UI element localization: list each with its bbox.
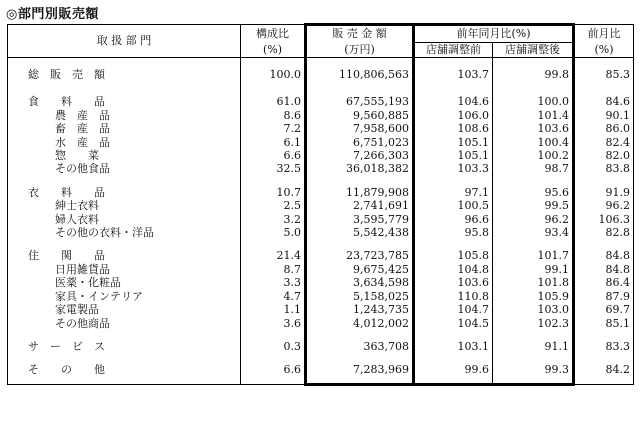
yoy-post-cell: 93.4 <box>493 226 574 239</box>
header-department-label: 取 扱 部 門 <box>96 34 152 47</box>
prev-month-cell: 85.3 <box>574 68 634 81</box>
prev-month-cell: 82.8 <box>574 226 634 239</box>
table-row <box>8 199 634 212</box>
table-body <box>8 58 634 385</box>
sales-cell: 7,283,969 <box>306 363 414 376</box>
ratio-cell: 8.6 <box>283 108 301 122</box>
ratio-cell: 21.4 <box>276 249 301 263</box>
yoy-pre-cell: 105.8 <box>414 249 493 262</box>
ratio-cell: 6.6 <box>283 149 301 163</box>
sales-cell: 7,266,303 <box>306 149 414 162</box>
sales-cell: 1,243,735 <box>306 303 414 316</box>
header-yoy-post: 店舗調整後 <box>493 43 574 58</box>
yoy-post-cell: 91.1 <box>493 340 574 353</box>
header-yoy-pre: 店舗調整前 <box>414 43 493 58</box>
header-sales-unit: (万円) <box>306 43 414 58</box>
yoy-post-cell: 95.6 <box>493 186 574 199</box>
yoy-post-cell: 101.7 <box>493 249 574 262</box>
department-name: その他の衣料・洋品 <box>8 226 241 239</box>
prev-month-cell: 91.9 <box>574 186 634 199</box>
yoy-pre-cell: 99.6 <box>414 363 493 376</box>
yoy-pre-cell: 104.6 <box>414 95 493 108</box>
table-row <box>8 317 634 330</box>
table-row <box>8 290 634 303</box>
sales-cell: 7,958,600 <box>306 122 414 135</box>
prev-month-cell: 86.0 <box>574 122 634 135</box>
yoy-post-cell: 100.4 <box>493 136 574 149</box>
department-name: 食 料 品 <box>8 95 241 108</box>
prev-month-cell: 96.2 <box>574 199 634 212</box>
yoy-pre-cell: 96.6 <box>414 213 493 226</box>
ratio-cell: 10.7 <box>276 185 301 199</box>
yoy-post-cell: 101.4 <box>493 109 574 122</box>
prev-month-cell: 85.1 <box>574 317 634 330</box>
ratio-cell: 7.2 <box>283 122 301 136</box>
header-prev-unit: (%) <box>574 43 634 58</box>
table-row <box>8 276 634 289</box>
ratio-cell: 8.7 <box>283 262 301 276</box>
ratio-cell: 61.0 <box>276 95 301 109</box>
prev-month-cell: 84.8 <box>574 263 634 276</box>
sales-cell: 5,158,025 <box>306 290 414 303</box>
sales-cell: 5,542,438 <box>306 226 414 239</box>
ratio-cell: 5.0 <box>283 226 301 240</box>
ratio-cell: 0.3 <box>283 339 301 353</box>
prev-month-cell: 83.3 <box>574 340 634 353</box>
yoy-post-cell: 100.0 <box>493 95 574 108</box>
table-row <box>8 363 634 376</box>
sales-cell: 9,560,885 <box>306 109 414 122</box>
department-name: 畜 産 品 <box>8 122 241 135</box>
ratio-cell: 3.6 <box>283 316 301 330</box>
yoy-post-cell: 102.3 <box>493 317 574 330</box>
yoy-post-cell: 99.8 <box>493 68 574 81</box>
department-name: そ の 他 <box>8 363 241 376</box>
table-row <box>8 162 634 175</box>
yoy-post-cell: 96.2 <box>493 213 574 226</box>
sales-cell: 23,723,785 <box>306 249 414 262</box>
department-name: 惣 菜 <box>8 149 241 162</box>
sales-cell: 3,595,779 <box>306 213 414 226</box>
prev-month-cell: 90.1 <box>574 109 634 122</box>
spacer-row <box>8 330 634 340</box>
spacer-row <box>8 81 634 95</box>
sales-by-department-table <box>7 23 634 386</box>
spacer-row <box>8 239 634 249</box>
table-row <box>8 213 634 226</box>
ratio-cell: 1.1 <box>283 303 301 317</box>
header-sales: 販 売 金 額 <box>306 25 414 43</box>
table-row <box>8 263 634 276</box>
yoy-pre-cell: 108.6 <box>414 122 493 135</box>
department-name: サ ー ビ ス <box>8 340 241 353</box>
yoy-pre-cell: 103.6 <box>414 276 493 289</box>
yoy-post-cell: 98.7 <box>493 162 574 175</box>
table-row <box>8 109 634 122</box>
ratio-cell: 32.5 <box>276 162 301 176</box>
yoy-post-cell: 103.0 <box>493 303 574 316</box>
sales-cell: 36,018,382 <box>306 162 414 175</box>
yoy-pre-cell: 110.8 <box>414 290 493 303</box>
prev-month-cell: 82.0 <box>574 149 634 162</box>
sales-cell: 4,012,002 <box>306 317 414 330</box>
yoy-post-cell: 99.3 <box>493 363 574 376</box>
yoy-post-cell: 99.1 <box>493 263 574 276</box>
header-department <box>8 25 241 58</box>
prev-month-cell: 87.9 <box>574 290 634 303</box>
header-ratio-unit: (%) <box>241 43 306 58</box>
table-row <box>8 136 634 149</box>
prev-month-cell: 82.4 <box>574 136 634 149</box>
department-name: その他商品 <box>8 317 241 330</box>
yoy-pre-cell: 104.7 <box>414 303 493 316</box>
page-title: ◎部門別販売額 <box>6 7 99 22</box>
table-row <box>8 303 634 316</box>
table-row <box>8 68 634 81</box>
yoy-post-cell: 105.9 <box>493 290 574 303</box>
prev-month-cell: 84.6 <box>574 95 634 108</box>
sales-cell: 3,634,598 <box>306 276 414 289</box>
ratio-cell: 3.2 <box>283 212 301 226</box>
table-row <box>8 149 634 162</box>
department-name: 住 関 品 <box>8 249 241 262</box>
ratio-cell: 4.7 <box>283 289 301 303</box>
ratio-cell: 6.1 <box>283 135 301 149</box>
ratio-cell: 6.6 <box>283 363 301 377</box>
department-name: 日用雑貨品 <box>8 263 241 276</box>
header-prev-month: 前月比 <box>574 25 634 43</box>
yoy-pre-cell: 103.3 <box>414 162 493 175</box>
ratio-cell: 3.3 <box>283 276 301 290</box>
department-name: 医薬・化粧品 <box>8 276 241 289</box>
yoy-pre-cell: 103.1 <box>414 340 493 353</box>
department-name: 婦人衣料 <box>8 213 241 226</box>
department-name: 水 産 品 <box>8 136 241 149</box>
yoy-pre-cell: 100.5 <box>414 199 493 212</box>
ratio-cell: 100.0 <box>269 68 301 81</box>
sales-cell: 6,751,023 <box>306 136 414 149</box>
table-row <box>8 95 634 108</box>
sales-cell: 11,879,908 <box>306 186 414 199</box>
header-yoy: 前年同月比(%) <box>414 25 574 43</box>
prev-month-cell: 83.8 <box>574 162 634 175</box>
yoy-pre-cell: 104.8 <box>414 263 493 276</box>
table-row <box>8 226 634 239</box>
yoy-pre-cell: 106.0 <box>414 109 493 122</box>
prev-month-cell: 84.2 <box>574 363 634 376</box>
yoy-pre-cell: 104.5 <box>414 317 493 330</box>
sales-cell: 2,741,691 <box>306 199 414 212</box>
department-name: 衣 料 品 <box>8 186 241 199</box>
department-name: その他食品 <box>8 162 241 175</box>
ratio-cell: 2.5 <box>283 199 301 213</box>
table-row <box>8 122 634 135</box>
yoy-post-cell: 99.5 <box>493 199 574 212</box>
prev-month-cell: 69.7 <box>574 303 634 316</box>
yoy-pre-cell: 97.1 <box>414 186 493 199</box>
prev-month-cell: 84.8 <box>574 249 634 262</box>
department-name: 総 販 売 額 <box>8 68 241 81</box>
prev-month-cell: 86.4 <box>574 276 634 289</box>
spacer-row <box>8 176 634 186</box>
yoy-pre-cell: 95.8 <box>414 226 493 239</box>
spacer-row <box>8 58 634 69</box>
table-row <box>8 340 634 353</box>
yoy-pre-cell: 105.1 <box>414 136 493 149</box>
yoy-pre-cell: 105.1 <box>414 149 493 162</box>
yoy-post-cell: 101.8 <box>493 276 574 289</box>
department-name: 紳士衣料 <box>8 199 241 212</box>
department-name: 家電製品 <box>8 303 241 316</box>
table-row <box>8 186 634 199</box>
department-name: 農 産 品 <box>8 109 241 122</box>
yoy-post-cell: 103.6 <box>493 122 574 135</box>
sales-cell: 9,675,425 <box>306 263 414 276</box>
department-name: 家具・インテリア <box>8 290 241 303</box>
spacer-row <box>8 353 634 363</box>
sales-cell: 67,555,193 <box>306 95 414 108</box>
yoy-post-cell: 100.2 <box>493 149 574 162</box>
sales-cell: 363,708 <box>306 340 414 353</box>
yoy-pre-cell: 103.7 <box>414 68 493 81</box>
sales-cell: 110,806,563 <box>306 68 414 81</box>
prev-month-cell: 106.3 <box>574 213 634 226</box>
spacer-row <box>8 377 634 385</box>
table-row <box>8 249 634 262</box>
header-ratio: 構成比 <box>241 25 306 43</box>
